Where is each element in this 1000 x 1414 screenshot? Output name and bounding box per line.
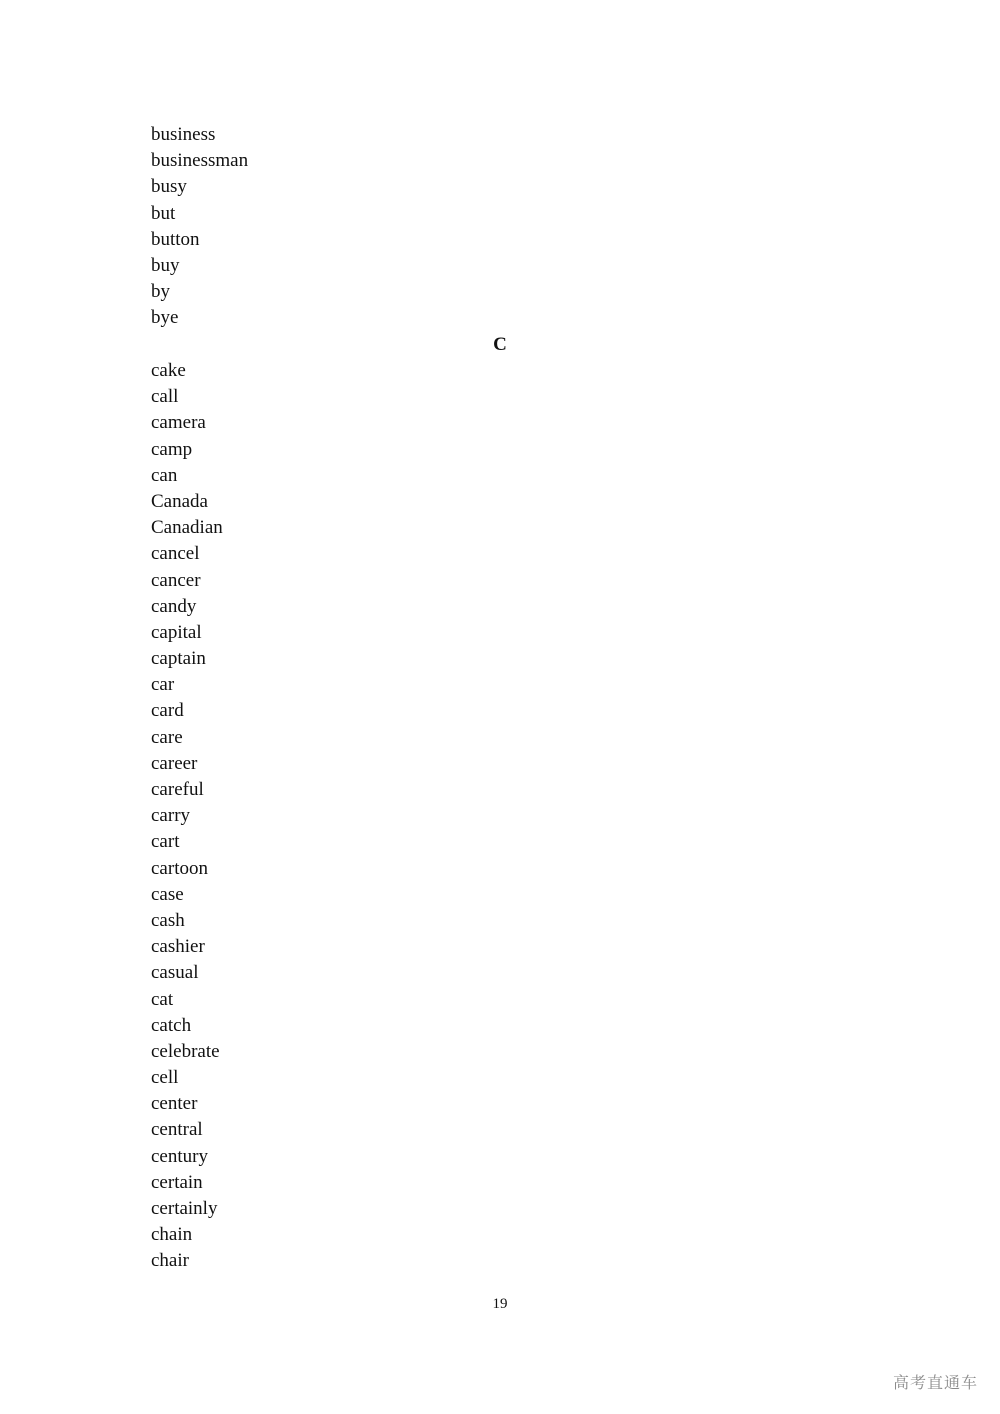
word-entry: but — [151, 202, 176, 224]
word-entry: cart — [151, 831, 180, 853]
word-list-c — [151, 358, 223, 1275]
word-entry: carry — [151, 805, 191, 827]
word-list-b-continued — [151, 122, 248, 332]
word-entry: chain — [151, 1224, 193, 1246]
word-entry: center — [151, 1093, 198, 1115]
word-entry: celebrate — [151, 1040, 220, 1062]
word-entry: certainly — [151, 1198, 218, 1219]
word-entry: cell — [151, 1067, 179, 1089]
word-entry: bye — [151, 307, 179, 329]
word-entry: card — [151, 700, 184, 722]
word-entry: cash — [151, 909, 185, 931]
word-entry: cake — [151, 360, 186, 381]
word-entry: central — [151, 1119, 203, 1141]
word-entry: cashier — [151, 936, 205, 958]
word-entry: car — [151, 674, 175, 696]
section-heading-c: C — [493, 334, 507, 355]
word-entry: career — [151, 752, 198, 774]
word-entry: chair — [151, 1250, 189, 1272]
word-entry: capital — [151, 621, 202, 643]
word-entry: candy — [151, 595, 197, 617]
word-entry: century — [151, 1145, 208, 1167]
word-entry: button — [151, 228, 200, 250]
word-entry: catch — [151, 1014, 192, 1036]
word-entry: cat — [151, 988, 174, 1010]
word-entry: by — [151, 281, 170, 303]
word-entry: call — [151, 386, 179, 408]
word-entry: care — [151, 726, 183, 748]
word-entry: businessman — [151, 150, 249, 172]
word-entry: casual — [151, 962, 199, 984]
word-entry: buy — [151, 254, 180, 276]
word-entry: business — [151, 124, 216, 145]
word-entry: cancer — [151, 569, 201, 591]
page-number: 19 — [492, 1296, 508, 1312]
word-entry: case — [151, 883, 184, 905]
word-entry: certain — [151, 1171, 203, 1193]
word-entry: Canada — [151, 490, 208, 512]
word-entry: careful — [151, 779, 204, 800]
word-entry: captain — [151, 648, 206, 670]
watermark: 高考直通车 — [892, 1373, 978, 1392]
word-entry: cartoon — [151, 857, 208, 879]
word-entry: Canadian — [151, 517, 223, 539]
word-entry: cancel — [151, 543, 200, 565]
word-entry: camera — [151, 412, 206, 434]
word-entry: can — [151, 464, 178, 486]
word-entry: camp — [151, 438, 193, 460]
word-entry: busy — [151, 176, 187, 198]
